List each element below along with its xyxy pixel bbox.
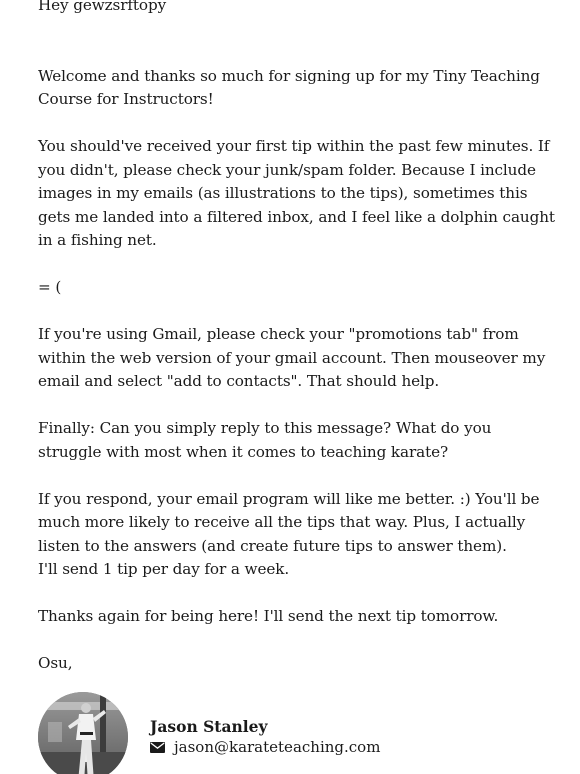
signature-email-row[interactable] <box>150 738 380 756</box>
envelope-icon <box>150 742 165 753</box>
avatar <box>38 692 128 774</box>
reply-question-paragraph: Finally: Can you simply reply to this message? What do you struggle with most when it comes to teaching karate? <box>38 419 492 461</box>
thanks-paragraph: Thanks again for being here! I'll send the next tip tomorrow. <box>38 607 499 625</box>
signature-email-link[interactable]: jason@karateteaching.com <box>174 738 381 756</box>
first-tip-paragraph: You should've received your first tip within the past few minutes. If you didn't, please check your junk/spam folder. Because I include images in my emails (as illustrations to the tips), sometimes this gets me landed into a filtered inbox, and I feel like a dolphin caught in a fishing net. <box>38 137 555 249</box>
signature-name: Jason Stanley <box>150 717 268 736</box>
greeting: Hey gewzsrftopy <box>38 0 167 14</box>
sign-off: Osu, <box>38 654 73 672</box>
gmail-paragraph: If you're using Gmail, please check your "promotions tab" from within the web version of your gmail account. Then mouseover my email and select "add to contacts". That should help. <box>38 325 546 390</box>
karate-instructor-photo <box>38 692 128 774</box>
email-body <box>38 0 558 676</box>
sad-emoticon: = ( <box>38 278 62 296</box>
email-signature <box>38 692 558 774</box>
welcome-paragraph: Welcome and thanks so much for signing up for my Tiny Teaching Course for Instructors! <box>38 66 540 108</box>
respond-paragraph: If you respond, your email program will like me better. :) You'll be much more likely to receive all the tips that way. Plus, I actually listen to the answers (and create future tips to answer them). <box>38 489 540 555</box>
tip-schedule-line: I'll send 1 tip per day for a week. <box>38 560 290 578</box>
